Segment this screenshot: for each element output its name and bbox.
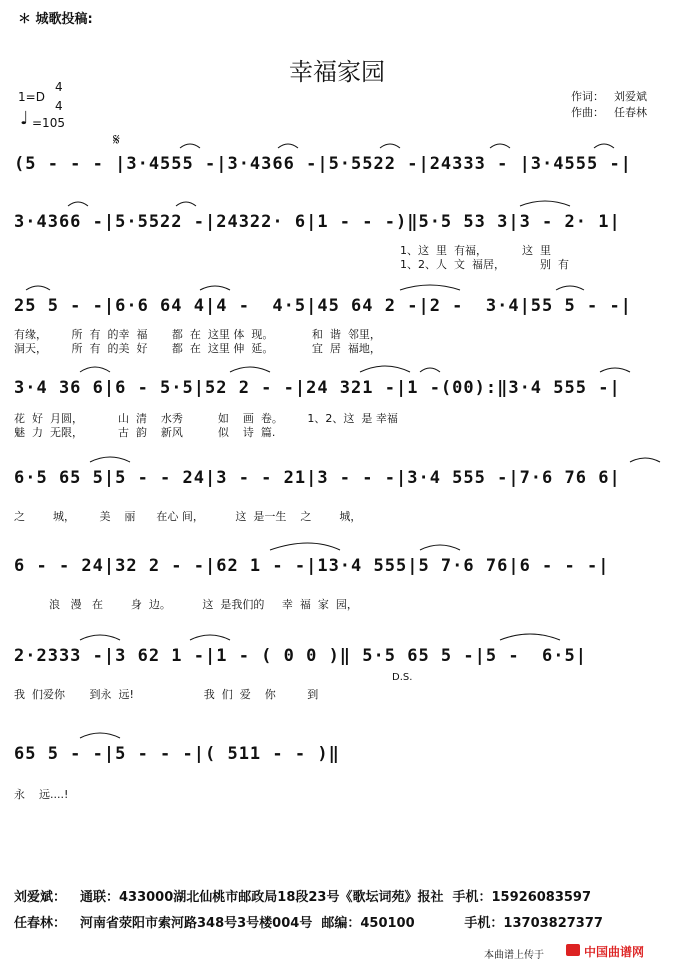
- lyrics-row-4-verse1: 花 好 月圆， 山 清 水秀 如 画 卷。 1、2、这 是 幸福: [14, 412, 398, 425]
- lyrics-row-4-verse2: 魅 力 无限， 古 韵 新风 似 诗 篇.: [14, 426, 276, 439]
- lyrics-row-7: 我 们爱你 到永 远! 我 们 爱 你 到: [14, 688, 319, 701]
- score-row-4: 3·4 36 6|6 - 5·5|52 2 - -|24 321 -|1 -(00):‖3·4 555 -|: [14, 378, 621, 398]
- lyricist-label: 作词：: [571, 90, 604, 103]
- segno-icon: 𝄋: [113, 130, 120, 149]
- tempo: =105: [32, 116, 65, 130]
- score-row-2: 3·4366 -|5·5522 -|24322· 6|1 - - -)‖5·5 53 3|3 - 2· 1|: [14, 212, 621, 232]
- contact-label-liu: 刘爱斌：: [14, 890, 67, 905]
- score-row-7: 2·2333 -|3 62 1 -|1 - ( 0 0 )‖ 5·5 65 5 -|5 - 6·5|: [14, 646, 587, 666]
- watermark-prefix: 本曲谱上传于: [484, 950, 544, 961]
- time-signature-top: 4: [55, 80, 63, 94]
- ds-mark: D.S.: [392, 672, 413, 683]
- lyricist-name: 刘爱斌: [614, 90, 647, 103]
- lyrics-row-2-verse2: 1、2、人 文 福居， 别 有: [400, 258, 569, 271]
- lyrics-row-8: 永 远....!: [14, 788, 69, 801]
- contact-text-ren: 河南省荥阳市索河路348号3号楼004号 邮编：450100 手机：13703827377: [80, 916, 603, 931]
- lyrics-row-6: 浪 漫 在 身 边。 这 是我们的 幸 福 家 园，: [14, 598, 358, 611]
- lyrics-row-2-verse1: 1、这 里 有福， 这 里: [400, 244, 551, 257]
- site-logo-icon: [566, 944, 580, 956]
- composer-label: 作曲：: [571, 106, 604, 119]
- page-title: 幸福家园: [289, 58, 385, 86]
- score-row-3: 25 5 - -|6·6 64 4|4 - 4·5|45 64 2 -|2 - 3·4|55 5 - -|: [14, 296, 632, 316]
- score-row-8: 65 5 - -|5 - - -|( 511 - - )‖: [14, 744, 340, 764]
- contact-text-liu: 通联：433000湖北仙桃市邮政局18段23号《歌坛词苑》报社 手机：15926083597: [80, 890, 592, 905]
- score-row-1: (5 - - - |3·4555 -|3·4366 -|5·5522 -|24333 - |3·4555 -|: [14, 154, 632, 174]
- contact-label-ren: 任春林：: [14, 916, 67, 931]
- lyrics-row-3-verse1: 有缘， 所 有 的幸 福 都 在 这里 体 现。 和 谐 邻里，: [14, 328, 381, 341]
- lyrics-row-5: 之 城， 美 丽 在心 间， 这 是一生 之 城，: [14, 510, 362, 523]
- score-row-6: 6 - - 24|32 2 - -|62 1 - -|13·4 555|5 7·6 76|6 - - -|: [14, 556, 610, 576]
- watermark-site: 中国曲谱网: [584, 945, 645, 959]
- score-row-5: 6·5 65 5|5 - - 24|3 - - 21|3 - - -|3·4 555 -|7·6 76 6|: [14, 468, 621, 488]
- key-signature: 1=D: [18, 90, 45, 104]
- lyrics-row-3-verse2: 洞天， 所 有 的美 好 都 在 这里 伸 延。 宜 居 福地，: [14, 342, 381, 355]
- composer-name: 任春林: [614, 106, 647, 119]
- time-signature-bottom: 4: [55, 99, 63, 113]
- quarter-note-icon: ♩: [20, 108, 29, 129]
- submission-tag: ＊ 城歌投稿:: [18, 12, 93, 27]
